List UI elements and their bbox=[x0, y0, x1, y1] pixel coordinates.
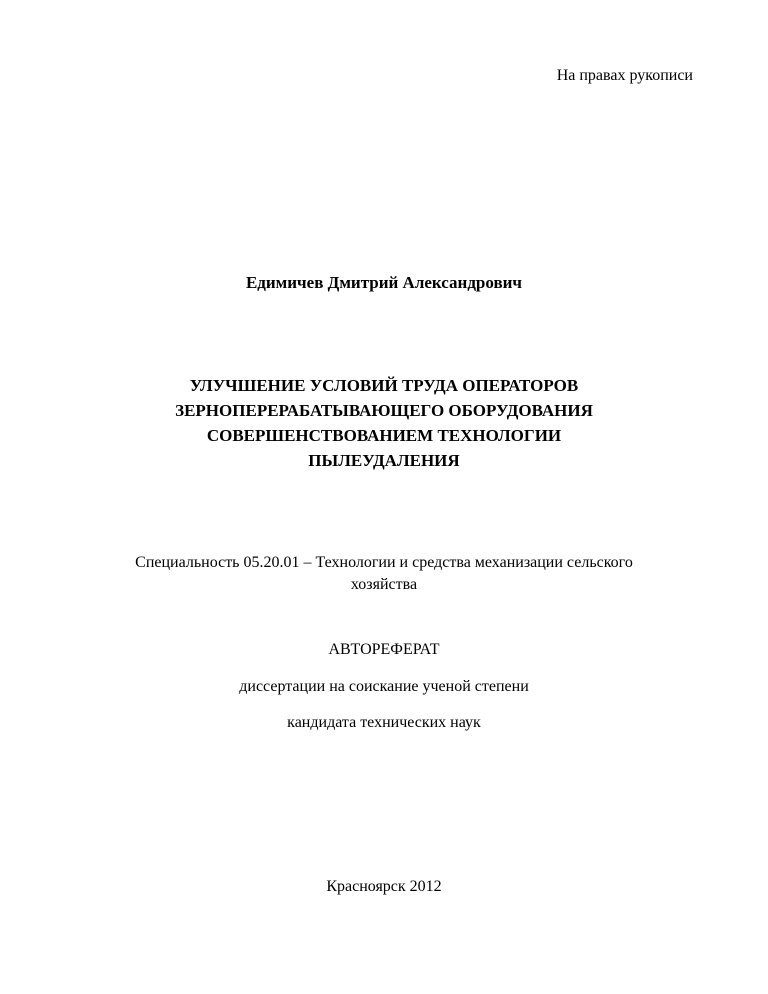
specialty-line: хозяйства bbox=[350, 576, 418, 593]
title-line: УЛУЧШЕНИЕ УСЛОВИЙ ТРУДА ОПЕРАТОРОВ bbox=[189, 376, 579, 395]
title-line: ПЫЛЕУДАЛЕНИЯ bbox=[308, 451, 460, 470]
dissertation-title bbox=[0, 373, 768, 473]
title-line: СОВЕРШЕНСТВОВАНИЕМ ТЕХНОЛОГИИ bbox=[206, 426, 562, 445]
rights-note: На правах рукописи bbox=[556, 67, 693, 84]
document-type: АВТОРЕФЕРАТ bbox=[328, 641, 440, 658]
title-line: ЗЕРНОПЕРЕРАБАТЫВАЮЩЕГО ОБОРУДОВАНИЯ bbox=[175, 401, 593, 420]
author-name: Едимичев Дмитрий Александрович bbox=[245, 273, 523, 292]
document-purpose: диссертации на соискание ученой степени bbox=[239, 678, 529, 695]
specialty bbox=[0, 552, 768, 596]
specialty-line: Специальность 05.20.01 – Технологии и средства механизации сельского bbox=[135, 554, 633, 571]
academic-degree: кандидата технических наук bbox=[287, 714, 481, 731]
place-and-year: Красноярск 2012 bbox=[326, 878, 442, 895]
